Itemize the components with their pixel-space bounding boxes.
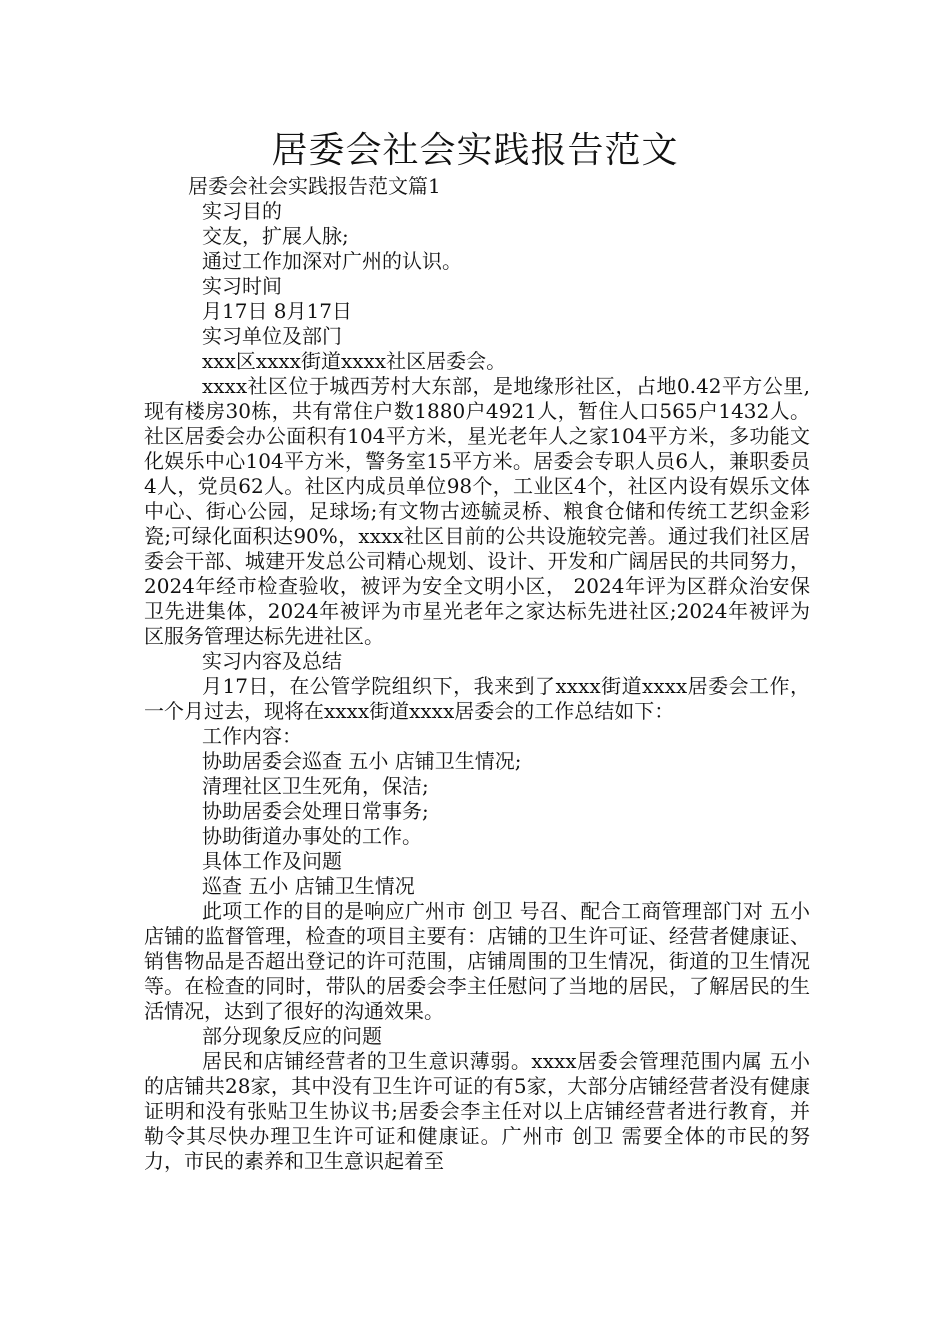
internship-time: 月17日 8月17日 (202, 299, 352, 323)
work-item-2: 清理社区卫生死角，保洁; (202, 774, 429, 798)
purpose-item-1: 交友，扩展人脉; (202, 224, 349, 248)
document-title: 居委会社会实践报告范文 (271, 130, 679, 171)
heading-problems: 部分现象反应的问题 (202, 1024, 382, 1048)
paragraph-summary: 月17日，在公管学院组织下，我来到了xxxx街道xxxx居委会工作，一个月过去，现将在xxxx街道xxxx居委会的工作总结如下： (144, 674, 810, 723)
heading-patrol: 巡查 五小 店铺卫生情况 (202, 874, 415, 898)
internship-unit: xxx区xxxx街道xxxx社区居委会。 (202, 349, 507, 373)
paragraph-problems: 居民和店铺经营者的卫生意识薄弱。xxxx居委会管理范围内属 五小 的店铺共28家，其中没有卫生许可证的有5家，大部分店铺经营者没有健康证明和没有张贴卫生协议书;居委会李主任对以上店铺经营者进行教育，并勒令其尽快办理卫生许可证和健康证。广州市 创卫 需要全体的市民的努力，市民的素养和卫生意识起着至 (144, 1049, 810, 1173)
work-item-1: 协助居委会巡查 五小 店铺卫生情况; (202, 749, 522, 773)
heading-content: 实习内容及总结 (202, 649, 342, 673)
heading-work: 工作内容： (202, 724, 302, 748)
purpose-item-2: 通过工作加深对广州的认识。 (202, 249, 462, 273)
heading-unit: 实习单位及部门 (202, 324, 342, 348)
paragraph-community-intro: xxxx社区位于城西芳村大东部，是地缘形社区，占地0.42平方公里,现有楼房30栋，共有常住户数1880户4921人，暂住人口565户1432人。社区居委会办公面积有104平方米，星光老年人之家104平方米，多功能文化娱乐中心104平方米，警务室15平方米。居委会专职人员6人，兼职委员4人，党员62人。社区内成员单位98个，工业区4个，社区内设有娱乐文体中心、街心公园，足球场;有文物古迹毓灵桥、粮食仓储和传统工艺织金彩瓷;可绿化面积达90%，xxxx社区目前的公共设施较完善。通过我们社区居委会干部、城建开发总公司精心规划、设计、开发和广阔居民的共同努力，2024年经市检查验收，被评为安全文明小区， 2024年评为区群众治安保卫先进集体，2024年被评为市星光老年之家达标先进社区;2024年被评为区服务管理达标先进社区。 (144, 374, 810, 648)
work-item-4: 协助街道办事处的工作。 (202, 824, 422, 848)
section-subtitle: 居委会社会实践报告范文篇1 (188, 174, 441, 198)
work-item-3: 协助居委会处理日常事务; (202, 799, 429, 823)
heading-detail: 具体工作及问题 (202, 849, 342, 873)
paragraph-patrol: 此项工作的目的是响应广州市 创卫 号召、配合工商管理部门对 五小 店铺的监督管理，检查的项目主要有：店铺的卫生许可证、经营者健康证、销售物品是否超出登记的许可范围，店铺周围的卫生情况，街道的卫生情况等。在检查的同时，带队的居委会李主任慰问了当地的居民，了解居民的生活情况，达到了很好的沟通效果。 (144, 899, 810, 1023)
heading-time: 实习时间 (202, 274, 282, 298)
heading-purpose: 实习目的 (202, 199, 282, 223)
document-body (144, 174, 810, 1174)
